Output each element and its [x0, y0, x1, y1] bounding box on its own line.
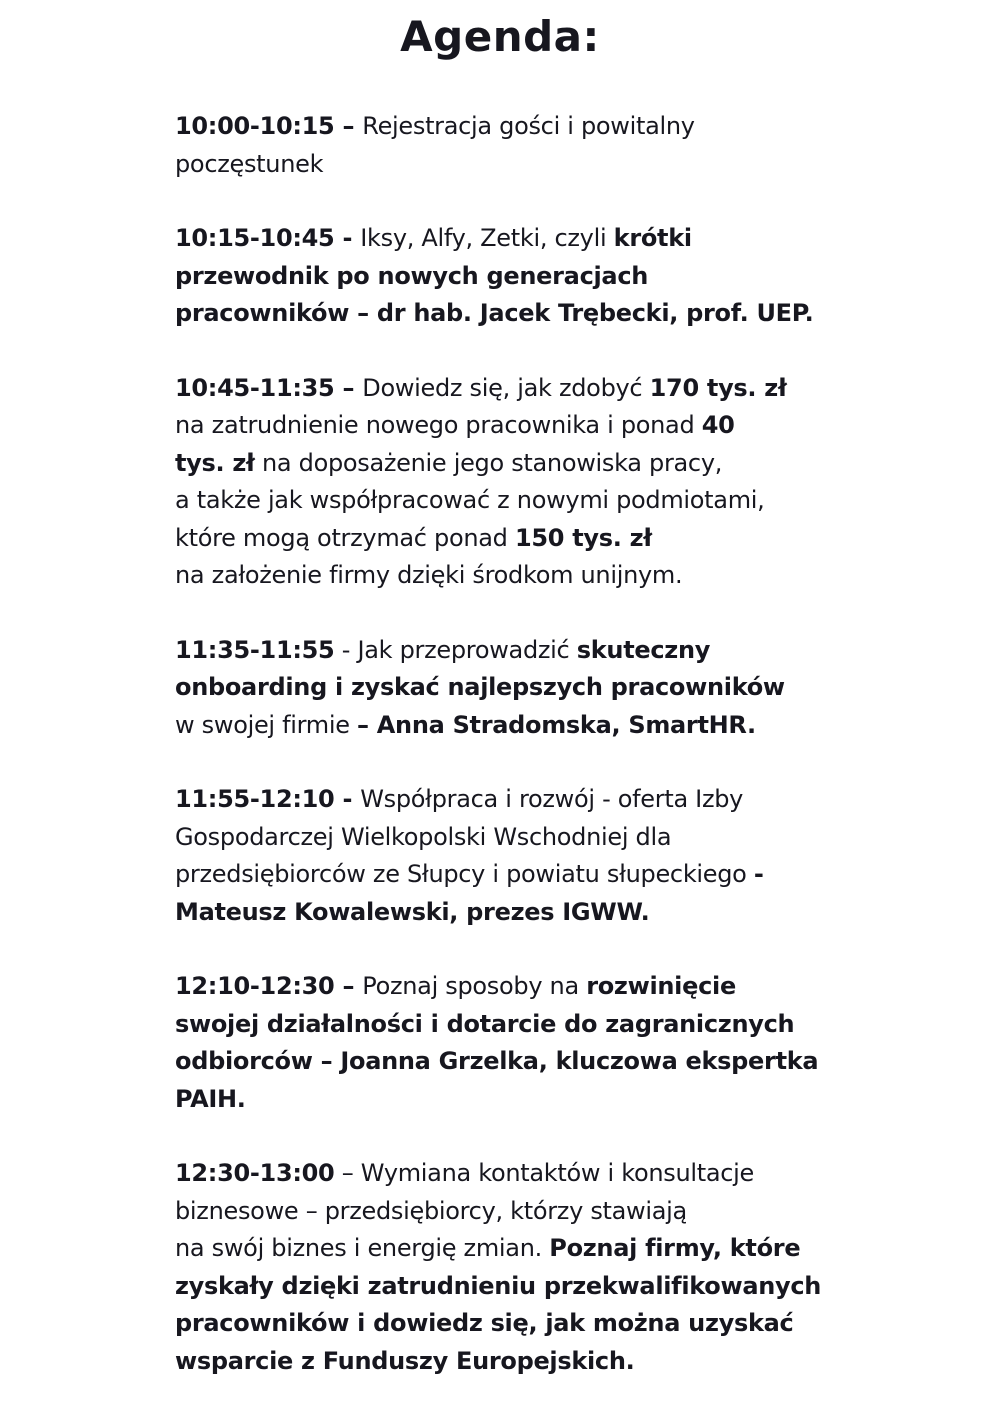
agenda-item-line: [175, 445, 835, 483]
agenda-text-bold: -: [753, 860, 764, 888]
agenda-text-bold: wsparcie z Funduszy Europejskich.: [175, 1346, 635, 1375]
agenda-text: Dowiedz się, jak zdobyć: [362, 373, 650, 402]
agenda-item-line: [175, 557, 835, 595]
agenda-item-line: [175, 220, 835, 258]
agenda-item-line: [175, 1043, 835, 1081]
agenda-item-line: [175, 258, 835, 296]
agenda-text: Iksy, Alfy, Zetki, czyli: [360, 224, 614, 252]
agenda-text-bold: pracowników i dowiedz się, jak można uzyskać: [175, 1309, 794, 1337]
agenda-text: poczęstunek: [175, 149, 324, 178]
agenda-item-line: [175, 1268, 835, 1306]
agenda-text: na zatrudnienie nowego pracownika i ponad: [175, 411, 702, 439]
agenda-item-line: [175, 1155, 835, 1193]
agenda-text-bold: PAIH.: [175, 1084, 246, 1113]
agenda-item-line: [175, 632, 835, 670]
agenda-text: na doposażenie jego stanowiska pracy,: [254, 448, 723, 477]
agenda-text-bold: skuteczny: [576, 635, 711, 664]
agenda-text-bold: 150 tys. zł: [514, 523, 652, 552]
agenda-item-line: [175, 781, 835, 819]
agenda-text-bold: 12:30-13:00: [175, 1159, 335, 1187]
agenda-item-line: [175, 1006, 835, 1044]
agenda-item-line: [175, 295, 835, 333]
agenda-item: [175, 1155, 835, 1380]
page-title: Agenda:: [400, 12, 600, 61]
agenda-item-line: [175, 407, 835, 445]
agenda-item-line: [175, 1081, 835, 1119]
agenda-text: - Jak przeprowadzić: [334, 635, 577, 664]
agenda-item-line: [175, 482, 835, 520]
agenda-text-bold: 12:10-12:30 –: [175, 972, 363, 1000]
agenda-text-bold: przewodnik po nowych generacjach: [175, 261, 649, 290]
agenda-text-bold: odbiorców – Joanna Grzelka, kluczowa ekspertka: [175, 1047, 819, 1075]
agenda-item-line: [175, 707, 835, 745]
agenda-text-bold: zyskały dzięki zatrudnieniu przekwalifikowanych: [175, 1271, 822, 1300]
agenda-text-bold: pracowników – dr hab. Jacek Trębecki, prof. UEP.: [175, 299, 814, 327]
agenda-text: Rejestracja gości i powitalny: [362, 112, 695, 140]
agenda-item: [175, 968, 835, 1118]
agenda-text: w swojej firmie: [175, 710, 358, 739]
agenda-item-line: [175, 1343, 835, 1381]
agenda-text: Gospodarczej Wielkopolski Wschodniej dla: [175, 822, 672, 851]
agenda-item-line: [175, 1193, 835, 1231]
agenda-text-bold: onboarding i zyskać najlepszych pracowników: [175, 673, 785, 701]
agenda-text-bold: rozwinięcie: [586, 972, 736, 1000]
agenda-item: [175, 108, 835, 183]
agenda-item-line: [175, 894, 835, 932]
agenda-item: [175, 220, 835, 333]
agenda-text-bold: – Anna Stradomska, SmartHR.: [357, 710, 756, 739]
agenda-text-bold: 10:45-11:35 –: [175, 373, 363, 402]
agenda-text-bold: Poznaj firmy, które: [549, 1234, 801, 1262]
agenda-item-line: [175, 370, 835, 408]
agenda-text-bold: 11:35-11:55: [175, 635, 335, 664]
agenda-item-line: [175, 1305, 835, 1343]
agenda-text: biznesowe – przedsiębiorcy, którzy stawiają: [175, 1196, 687, 1225]
agenda-text: przedsiębiorców ze Słupcy i powiatu słupeckiego: [175, 860, 754, 888]
agenda-text-bold: 11:55-12:10 -: [175, 785, 361, 813]
agenda-item-line: [175, 669, 835, 707]
agenda-item-line: [175, 520, 835, 558]
agenda-text-bold: krótki: [613, 224, 692, 252]
agenda-text: Poznaj sposoby na: [362, 972, 587, 1000]
agenda-item: [175, 370, 835, 595]
agenda-item-line: [175, 856, 835, 894]
agenda-text-bold: swojej działalności i dotarcie do zagranicznych: [175, 1009, 795, 1038]
agenda-text-bold: 40: [701, 411, 735, 439]
agenda-text-bold: 10:15-10:45 -: [175, 224, 361, 252]
agenda-item: [175, 781, 835, 931]
agenda-list: [175, 108, 835, 1417]
agenda-text: które mogą otrzymać ponad: [175, 523, 515, 552]
agenda-item-line: [175, 1230, 835, 1268]
agenda-text-bold: tys. zł: [175, 448, 255, 477]
agenda-item-line: [175, 819, 835, 857]
agenda-item-line: [175, 968, 835, 1006]
agenda-text: na swój biznes i energię zmian.: [175, 1234, 550, 1262]
agenda-text-bold: 170 tys. zł: [649, 373, 787, 402]
agenda-item-line: [175, 146, 835, 184]
agenda-text: Współpraca i rozwój - oferta Izby: [360, 785, 744, 813]
agenda-text-bold: Mateusz Kowalewski, prezes IGWW.: [175, 897, 650, 926]
agenda-text: a także jak współpracować z nowymi podmiotami,: [175, 486, 765, 514]
agenda-text: – Wymiana kontaktów i konsultacje: [334, 1159, 754, 1187]
agenda-text-bold: 10:00-10:15 –: [175, 112, 363, 140]
agenda-text: na założenie firmy dzięki środkom unijnym.: [175, 561, 683, 589]
agenda-item-line: [175, 108, 835, 146]
agenda-item: [175, 632, 835, 745]
